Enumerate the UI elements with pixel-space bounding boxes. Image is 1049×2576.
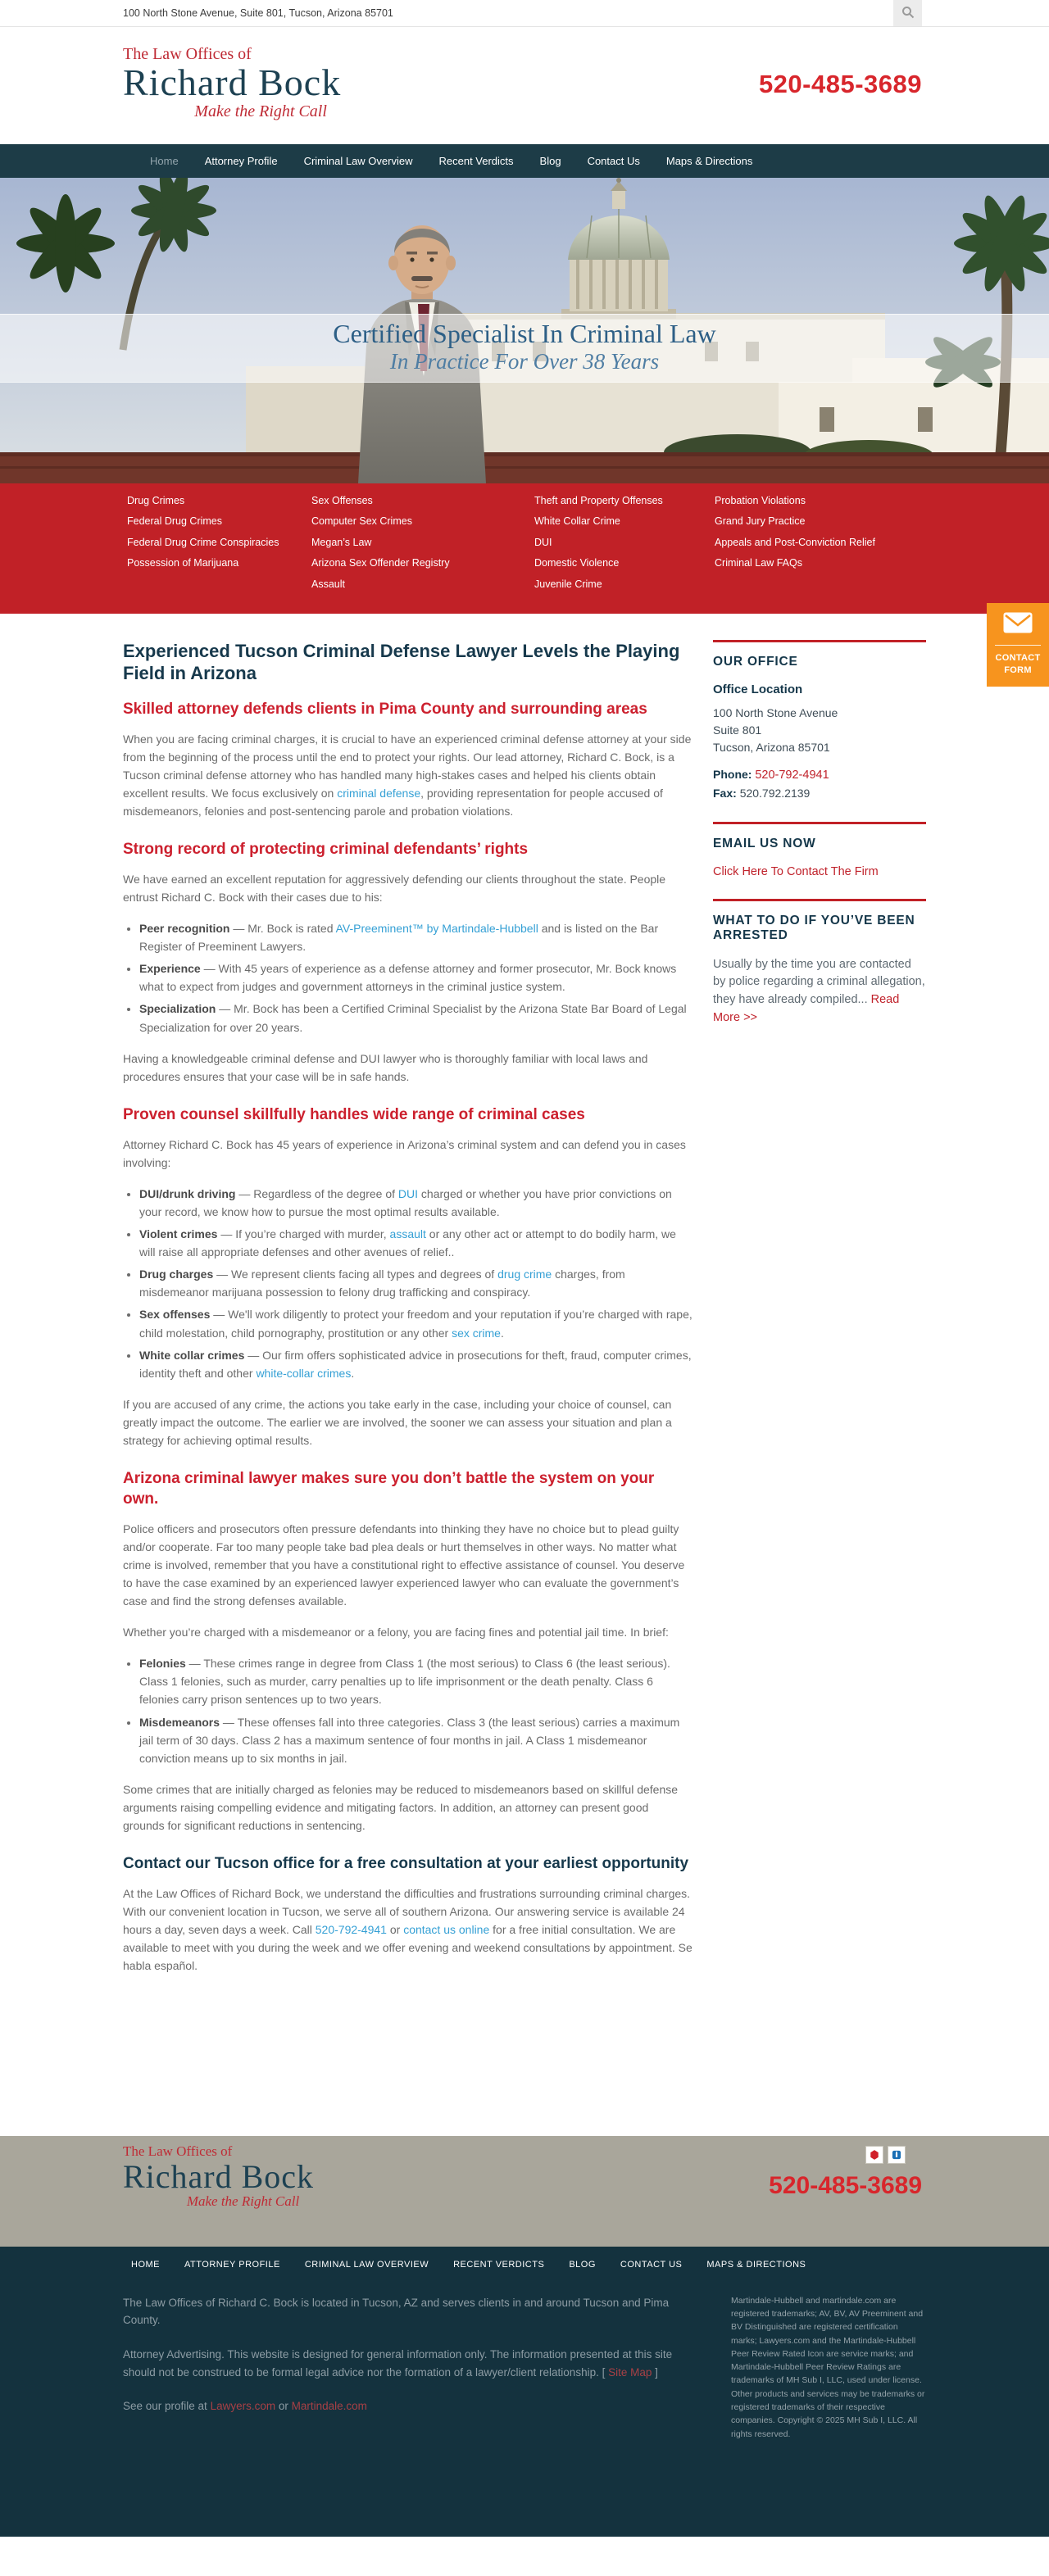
practice-link[interactable]: Megan’s Law <box>311 536 372 548</box>
text: — Mr. Bock is rated <box>229 922 336 936</box>
practice-link[interactable]: Sex Offenses <box>311 495 373 506</box>
logo-line1: The Law Offices of <box>123 45 252 63</box>
text: Attorney Advertising. This website is designed for general information only. The information presented at this site should not be construed to be formal legal advice nor the formation of a lawyer/client relationship. [ <box>123 2348 673 2379</box>
text: — These offenses fall into three categories. Class 3 (the least serious) carries a maximum jail term of 30 days. Class 2 has a maximum sentence of four months in jail. A Class 1 misdemeanor conviction means up to six months in jail. <box>139 1715 680 1765</box>
hero-title: Certified Specialist In Criminal Law <box>333 319 716 348</box>
practice-link[interactable]: Theft and Property Offenses <box>534 495 663 506</box>
hero-banner <box>0 178 1049 483</box>
footer-nav <box>123 2260 926 2270</box>
practice-link[interactable]: Domestic Violence <box>534 557 620 569</box>
topbar <box>0 0 1049 27</box>
logo-line1: The Law Offices of <box>123 2143 233 2159</box>
nav-criminal-law-overview[interactable]: Criminal Law Overview <box>303 155 413 167</box>
nav-blog[interactable]: Blog <box>539 155 561 167</box>
list-item <box>139 1265 693 1301</box>
contact-online-link[interactable]: contact us online <box>403 1923 490 1937</box>
text: At the Law Offices of Richard Bock, we understand the difficulties and frustrations surrounding criminal charges. With our convenient location in Tucson, we serve all of southern Arizona. Our answering service is available 24 hours a day, seven days a week. Call <box>123 1886 691 1937</box>
practice-link[interactable]: Drug Crimes <box>127 495 185 506</box>
list-item <box>139 919 693 955</box>
practice-col-2 <box>311 493 534 597</box>
logo-tagline: Make the Right Call <box>194 102 327 121</box>
intro-heading: Skilled attorney defends clients in Pima County and surrounding areas <box>123 700 647 718</box>
footer <box>0 2247 1049 2537</box>
martindale-com-link[interactable]: Martindale.com <box>291 2400 367 2413</box>
intro-paragraph <box>123 730 693 821</box>
cases-closing: If you are accused of any crime, the actions you take early in the case, including your choice of counsel, can greatly impact the outcome. The earlier we are involved, the sooner we can assess your situation and plan a strategy for achieving optimal results. <box>123 1397 672 1448</box>
text: — Regardless of the degree of <box>235 1186 398 1200</box>
list-item <box>139 1185 693 1221</box>
footer-left-column <box>123 2294 697 2441</box>
criminal-defense-link[interactable]: criminal defense <box>337 786 421 800</box>
bullet-label: White collar crimes <box>139 1348 245 1362</box>
practice-link[interactable]: Appeals and Post-Conviction Relief <box>715 536 875 548</box>
cases-list <box>126 1185 693 1382</box>
footer-profile-text <box>123 2397 697 2415</box>
text: , providing representation for people accused of misdemeanors, felonies and post-sentencing parole and probation violations. <box>123 786 663 818</box>
practice-link[interactable]: Assault <box>311 578 345 590</box>
list-item <box>139 1654 693 1708</box>
main-nav <box>0 144 1049 178</box>
logo-name: Richard Bock <box>123 61 342 103</box>
our-office-section <box>713 640 926 802</box>
text: or <box>386 1923 404 1937</box>
practice-areas-band <box>0 483 1049 614</box>
office-address-line: Tucson, Arizona 85701 <box>713 740 830 754</box>
system-heading: Arizona criminal lawyer makes sure you don’t battle the system on your own. <box>123 1470 655 1508</box>
text: When you are facing criminal charges, it is crucial to have an experienced criminal defense attorney at your side from the beginning of the process until the end to protect your rights. Our lead attorney, Richard C. Bock, is a Tucson criminal defense attorney who has handled many high-stakes cases and helped his clients obtain excellent results. We focus exclusively on <box>123 732 692 800</box>
search-icon <box>901 6 915 21</box>
text: — Mr. Bock has been a Certified Criminal Specialist by the Arizona State Bar Board of Legal Specialization for over 20 years. <box>139 1002 687 1034</box>
office-address: 100 North Stone Avenue, Suite 801, Tucson, Arizona 85701 <box>123 7 393 19</box>
office-location-label: Office Location <box>713 682 803 696</box>
dui-link[interactable]: DUI <box>397 1186 419 1200</box>
sex-crime-link[interactable]: sex crime <box>452 1326 501 1340</box>
record-heading: Strong record of protecting criminal defendants’ rights <box>123 841 529 859</box>
office-address-line: Suite 801 <box>713 723 762 737</box>
read-more-link[interactable]: Read More >> <box>713 993 900 1024</box>
hero-subtitle: In Practice For Over 38 Years <box>389 349 660 374</box>
text: charged or whether you have prior convictions on your record, we know how to pursue the most optimal results available. <box>139 1186 672 1218</box>
system-closing: Some crimes that are initially charged as felonies may be reduced to misdemeanors based on skillful defense arguments raising compelling evidence and mitigating factors. In addition, an attorney can present good grounds for significant reductions in sentencing. <box>123 1782 679 1833</box>
logo-name: Richard Bock <box>123 2157 315 2195</box>
header <box>0 27 1049 144</box>
footer-brand-band <box>0 2136 1049 2247</box>
practice-link[interactable]: Probation Violations <box>715 495 806 506</box>
bullet-label: Misdemeanors <box>139 1715 220 1729</box>
text: See our profile at <box>123 2400 211 2413</box>
bullet-label: Specialization <box>139 1002 216 1016</box>
list-item <box>139 959 693 995</box>
footer-nav-criminal-law-overview[interactable]: CRIMINAL LAW OVERVIEW <box>304 2259 429 2270</box>
social-icons <box>865 2146 906 2164</box>
text: — If you’re charged with murder, <box>217 1227 390 1241</box>
av-preeminent-link[interactable]: AV-Preeminent™ by Martindale-Hubbell <box>335 922 538 936</box>
practice-link[interactable]: Computer Sex Crimes <box>311 515 412 528</box>
nav-maps-directions[interactable]: Maps & Directions <box>665 155 753 167</box>
record-closing: Having a knowledgeable criminal defense and DUI lawyer who is thoroughly familiar with local laws and procedures ensures that your case will be in safe hands. <box>123 1051 648 1083</box>
arrested-section <box>713 899 926 1027</box>
footer-nav-maps-directions[interactable]: MAPS & DIRECTIONS <box>706 2259 806 2270</box>
bullet-label: Peer recognition <box>139 922 230 936</box>
contact-tab-line2: FORM <box>1004 664 1032 675</box>
contact-form-tab[interactable] <box>987 603 1049 687</box>
email-us-title: EMAIL US NOW <box>713 836 816 850</box>
bullet-label: Sex offenses <box>139 1308 211 1322</box>
office-address-line: 100 North Stone Avenue <box>713 705 838 719</box>
office-phone-line <box>713 766 926 785</box>
contact-heading: Contact our Tucson office for a free consultation at your earliest opportunity <box>123 1855 689 1873</box>
text: or <box>275 2400 292 2413</box>
practice-link[interactable]: Federal Drug Crimes <box>127 515 223 528</box>
footer-nav-recent-verdicts[interactable]: RECENT VERDICTS <box>453 2259 545 2270</box>
search-button[interactable] <box>893 0 922 26</box>
text: . <box>500 1326 504 1340</box>
bullet-label: DUI/drunk driving <box>139 1186 236 1200</box>
footer-nav-blog[interactable]: BLOG <box>569 2259 596 2270</box>
envelope-icon <box>1002 624 1033 637</box>
text: for a free initial consultation. We are available to meet with you during the week and we offer evening and weekend consultations by appointment. Se habla español. <box>123 1923 693 1973</box>
main-article <box>123 640 693 2136</box>
bullet-label: Violent crimes <box>139 1227 218 1241</box>
practice-link[interactable]: Possession of Marijuana <box>127 557 239 569</box>
list-item <box>139 1305 693 1341</box>
footer-nav-attorney-profile[interactable]: ATTORNEY PROFILE <box>184 2259 280 2270</box>
arrested-title: WHAT TO DO IF YOU’VE BEEN ARRESTED <box>713 913 915 942</box>
fax-number: 520.792.2139 <box>739 786 811 800</box>
logo-tagline: Make the Right Call <box>186 2193 300 2209</box>
nav-attorney-profile[interactable]: Attorney Profile <box>204 155 278 167</box>
footer-phone[interactable]: 520-485-3689 <box>769 2171 922 2199</box>
fax-label: Fax: <box>713 786 737 800</box>
footer-nav-contact-us[interactable]: CONTACT US <box>620 2259 683 2270</box>
text: . <box>351 1366 355 1380</box>
contact-paragraph <box>123 1884 693 1975</box>
office-fax-line <box>713 785 926 802</box>
practice-link[interactable]: Grand Jury Practice <box>715 515 806 528</box>
phone-label: Phone: <box>713 767 752 781</box>
footer-nav-home[interactable]: HOME <box>131 2259 160 2270</box>
text: — These crimes range in degree from Class 1 (the most serious) to Class 6 (the least serious). Class 1 felonies, such as murder, carry penalties up to life imprisonment or the death penalty. Class 6 felonies carry prison sentences up to two years. <box>139 1657 670 1707</box>
nav-home[interactable]: Home <box>150 155 179 167</box>
text: and is listed on the Bar Register of Preeminent Lawyers. <box>139 922 659 954</box>
site-map-link[interactable]: Site Map <box>608 2365 652 2379</box>
list-item <box>139 1225 693 1261</box>
nav-recent-verdicts[interactable]: Recent Verdicts <box>438 155 514 167</box>
lawyers-com-link[interactable]: Lawyers.com <box>210 2400 276 2413</box>
bullet-label: Drug charges <box>139 1268 214 1281</box>
contact-firm-link[interactable]: Click Here To Contact The Firm <box>713 864 879 878</box>
practice-col-4 <box>715 493 930 597</box>
cases-heading: Proven counsel skillfully handles wide range of criminal cases <box>123 1105 585 1123</box>
list-item <box>139 1713 693 1767</box>
cases-paragraph: Attorney Richard C. Bock has 45 years of experience in Arizona’s criminal system and can defend you in cases involving: <box>123 1137 686 1169</box>
practice-link[interactable]: Criminal Law FAQs <box>715 557 802 569</box>
practice-link[interactable]: DUI <box>534 536 552 548</box>
system-list <box>126 1654 693 1767</box>
text: — We represent clients facing all types and degrees of <box>213 1268 498 1281</box>
footer-right-column <box>731 2294 926 2441</box>
footer-located-text: The Law Offices of Richard C. Bock is located in Tucson, AZ and serves clients in and around Tucson and Pima County. <box>123 2296 670 2327</box>
text: or any other act or attempt to do bodily harm, we will raise all appropriate defenses and other avenues of relief.. <box>139 1227 676 1259</box>
nav-contact-us[interactable]: Contact Us <box>587 155 640 167</box>
bullet-label: Felonies <box>139 1657 186 1671</box>
text: ] <box>652 2365 658 2379</box>
page-title: Experienced Tucson Criminal Defense Lawyer Levels the Playing Field in Arizona <box>123 640 680 684</box>
record-paragraph: We have earned an excellent reputation for aggressively defending our clients throughout the state. People entrust Richard C. Bock with their cases due to his: <box>123 872 666 904</box>
list-item <box>139 1346 693 1382</box>
practice-link[interactable]: White Collar Crime <box>534 515 620 528</box>
arrested-text <box>713 956 926 1027</box>
sidebar <box>713 640 926 2136</box>
system-paragraph-1: Police officers and prosecutors often pressure defendants into thinking they have no choice but to plead guilty and/or cooperate. Far too many people take bad plea deals or hurt themselves in other ways. No matter what crime is involved, remember that you have a constitutional right to effective assistance of counsel. You deserve to have the case examined by an experienced lawyer experienced lawyer who can evaluate the government’s case and find the strong defenses available. <box>123 1522 685 1608</box>
text: — Our firm offers sophisticated advice in prosecutions for theft, fraud, computer crimes, identity theft and other <box>139 1348 692 1380</box>
footer-logo[interactable] <box>123 2144 314 2209</box>
white-collar-link[interactable]: white-collar crimes <box>256 1366 352 1380</box>
drug-crime-link[interactable]: drug crime <box>497 1268 552 1281</box>
firm-logo[interactable] <box>123 45 341 120</box>
content-area <box>123 614 926 2136</box>
assault-link[interactable]: assault <box>389 1227 426 1241</box>
practice-link[interactable]: Juvenile Crime <box>534 578 602 590</box>
email-us-section <box>713 822 926 879</box>
footer-trademark-text: Martindale-Hubbell and martindale.com are registered trademarks; AV, BV, AV Preeminent and BV Distinguished are registered certification marks; Lawyers.com and the Martindale-Hubbell Peer Review Rated Icon are service marks; and Martindale-Hubbell Peer Review Ratings are trademarks of MH Sub I, LLC, used under license. Other products and services may be trademarks or registered trademarks of their respective companies. Copyright © 2025 MH Sub I, LLC. All rights reserved. <box>731 2295 925 2439</box>
our-office-title: OUR OFFICE <box>713 654 798 669</box>
text: — With 45 years of experience as a defense attorney and former prosecutor, Mr. Bock knows what to expect from judges and government attorneys in the criminal justice system. <box>139 962 677 994</box>
social-icon-red[interactable] <box>865 2146 883 2164</box>
contact-tab-line1: CONTACT <box>995 653 1041 663</box>
text: — We'll work diligently to protect your freedom and your reputation if you’re charged with rape, child molestation, child pornography, prostitution or any other <box>139 1308 693 1340</box>
office-phone-link[interactable]: 520-792-4941 <box>755 768 829 782</box>
header-phone[interactable]: 520-485-3689 <box>758 70 922 98</box>
social-icon-blue[interactable] <box>888 2146 906 2164</box>
footer-advertising-text <box>123 2346 697 2381</box>
practice-col-1 <box>127 493 311 597</box>
phone-link[interactable]: 520-792-4941 <box>315 1923 387 1937</box>
text: Usually by the time you are contacted by police regarding a criminal allegation, they have already compiled... <box>713 957 925 1007</box>
hero-caption-band <box>0 314 1049 383</box>
practice-link[interactable]: Federal Drug Crime Conspiracies <box>127 536 279 548</box>
record-list <box>126 919 693 1036</box>
list-item <box>139 1000 693 1036</box>
system-paragraph-2: Whether you’re charged with a misdemeanor or a felony, you are facing fines and potential jail time. In brief: <box>123 1626 669 1639</box>
practice-col-3 <box>534 493 715 597</box>
bullet-label: Experience <box>139 962 201 976</box>
text: charges, from misdemeanor marijuana possession to felony drug trafficking and conspiracy. <box>139 1268 625 1299</box>
practice-link[interactable]: Arizona Sex Offender Registry <box>311 557 450 569</box>
